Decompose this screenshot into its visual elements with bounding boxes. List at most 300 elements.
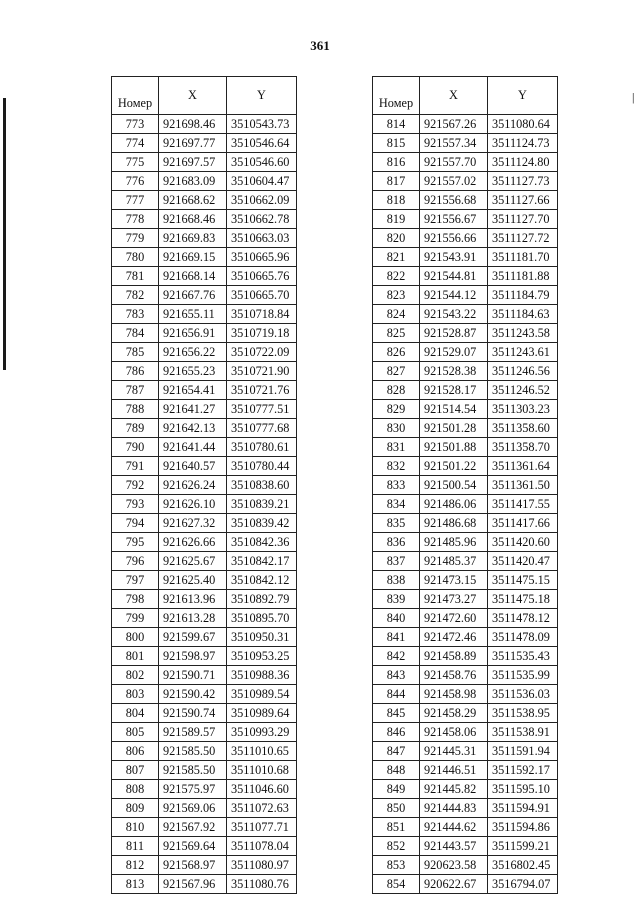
- x-coordinate-cell: 921458.76: [420, 666, 488, 685]
- point-number-cell: 816: [373, 153, 420, 172]
- point-number-cell: 808: [112, 780, 159, 799]
- point-number-cell: 848: [373, 761, 420, 780]
- table-row: [373, 324, 558, 343]
- table-row: [373, 400, 558, 419]
- point-number-cell: 854: [373, 875, 420, 894]
- x-coordinate-cell: 921641.44: [159, 438, 227, 457]
- y-coordinate-cell: 3511478.09: [488, 628, 558, 647]
- y-coordinate-cell: 3511592.17: [488, 761, 558, 780]
- y-coordinate-cell: 3511420.60: [488, 533, 558, 552]
- point-number-cell: 788: [112, 400, 159, 419]
- y-coordinate-cell: 3511243.61: [488, 343, 558, 362]
- x-coordinate-cell: 921501.28: [420, 419, 488, 438]
- table-row: [112, 400, 297, 419]
- x-coordinate-cell: 921625.67: [159, 552, 227, 571]
- x-coordinate-cell: 921543.22: [420, 305, 488, 324]
- point-number-cell: 815: [373, 134, 420, 153]
- x-coordinate-cell: 921640.57: [159, 457, 227, 476]
- y-coordinate-cell: 3510953.25: [227, 647, 297, 666]
- y-coordinate-cell: 3511536.03: [488, 685, 558, 704]
- x-coordinate-cell: 921668.62: [159, 191, 227, 210]
- x-coordinate-cell: 921641.27: [159, 400, 227, 419]
- point-number-cell: 773: [112, 115, 159, 134]
- point-number-cell: 852: [373, 837, 420, 856]
- y-coordinate-cell: 3511080.76: [227, 875, 297, 894]
- table-row: [373, 647, 558, 666]
- y-coordinate-cell: 3510842.36: [227, 533, 297, 552]
- table-row: [373, 343, 558, 362]
- x-coordinate-cell: 921446.51: [420, 761, 488, 780]
- point-number-cell: 820: [373, 229, 420, 248]
- y-coordinate-cell: 3511358.60: [488, 419, 558, 438]
- table-row: [373, 191, 558, 210]
- y-coordinate-cell: 3510543.73: [227, 115, 297, 134]
- point-number-cell: 794: [112, 514, 159, 533]
- point-number-cell: 826: [373, 343, 420, 362]
- x-coordinate-cell: 920622.67: [420, 875, 488, 894]
- table-row: [112, 533, 297, 552]
- point-number-cell: 853: [373, 856, 420, 875]
- point-number-cell: 830: [373, 419, 420, 438]
- y-coordinate-cell: 3511361.64: [488, 457, 558, 476]
- table-row: [373, 571, 558, 590]
- point-number-cell: 823: [373, 286, 420, 305]
- x-coordinate-cell: 921485.37: [420, 552, 488, 571]
- y-coordinate-cell: 3511303.23: [488, 400, 558, 419]
- y-coordinate-cell: 3510721.90: [227, 362, 297, 381]
- x-coordinate-cell: 921528.38: [420, 362, 488, 381]
- x-coordinate-cell: 921544.81: [420, 267, 488, 286]
- x-coordinate-cell: 921473.27: [420, 590, 488, 609]
- table-header-row: [112, 77, 297, 115]
- table-row: [373, 115, 558, 134]
- y-coordinate-cell: 3510662.09: [227, 191, 297, 210]
- y-coordinate-cell: 3511010.68: [227, 761, 297, 780]
- column-header-y: Y: [488, 77, 558, 115]
- y-coordinate-cell: 3511538.95: [488, 704, 558, 723]
- point-number-cell: 844: [373, 685, 420, 704]
- y-coordinate-cell: 3511184.63: [488, 305, 558, 324]
- x-coordinate-cell: 921568.97: [159, 856, 227, 875]
- x-coordinate-cell: 921627.32: [159, 514, 227, 533]
- table-row: [373, 286, 558, 305]
- table-row: [112, 267, 297, 286]
- x-coordinate-cell: 921642.13: [159, 419, 227, 438]
- table-row: [373, 628, 558, 647]
- y-coordinate-cell: 3510719.18: [227, 324, 297, 343]
- table-row: [112, 134, 297, 153]
- point-number-cell: 822: [373, 267, 420, 286]
- x-coordinate-cell: 921683.09: [159, 172, 227, 191]
- point-number-cell: 810: [112, 818, 159, 837]
- x-coordinate-cell: 921528.87: [420, 324, 488, 343]
- x-coordinate-cell: 921599.67: [159, 628, 227, 647]
- table-row: [373, 267, 558, 286]
- point-number-cell: 798: [112, 590, 159, 609]
- y-coordinate-cell: 3511475.18: [488, 590, 558, 609]
- table-row: [112, 818, 297, 837]
- point-number-cell: 824: [373, 305, 420, 324]
- table-row: [112, 248, 297, 267]
- point-number-cell: 832: [373, 457, 420, 476]
- table-row: [112, 666, 297, 685]
- table-row: [112, 495, 297, 514]
- y-coordinate-cell: 3510993.29: [227, 723, 297, 742]
- y-coordinate-cell: 3510777.68: [227, 419, 297, 438]
- table-row: [112, 780, 297, 799]
- x-coordinate-cell: 921626.66: [159, 533, 227, 552]
- y-coordinate-cell: 3511535.43: [488, 647, 558, 666]
- table-row: [373, 818, 558, 837]
- table-row: [373, 495, 558, 514]
- table-row: [112, 419, 297, 438]
- x-coordinate-cell: 921557.02: [420, 172, 488, 191]
- x-coordinate-cell: 921589.57: [159, 723, 227, 742]
- y-coordinate-cell: 3510989.54: [227, 685, 297, 704]
- point-number-cell: 784: [112, 324, 159, 343]
- point-number-cell: 836: [373, 533, 420, 552]
- point-number-cell: 780: [112, 248, 159, 267]
- point-number-cell: 809: [112, 799, 159, 818]
- table-row: [112, 856, 297, 875]
- point-number-cell: 818: [373, 191, 420, 210]
- table-row: [373, 419, 558, 438]
- x-coordinate-cell: 921655.11: [159, 305, 227, 324]
- x-coordinate-cell: 921444.83: [420, 799, 488, 818]
- point-number-cell: 811: [112, 837, 159, 856]
- table-row: [373, 799, 558, 818]
- x-coordinate-cell: 921458.98: [420, 685, 488, 704]
- table-row: [112, 742, 297, 761]
- table-row: [373, 305, 558, 324]
- table-row: [373, 761, 558, 780]
- point-number-cell: 774: [112, 134, 159, 153]
- y-coordinate-cell: 3511591.94: [488, 742, 558, 761]
- point-number-cell: 847: [373, 742, 420, 761]
- table-row: [373, 742, 558, 761]
- point-number-cell: 804: [112, 704, 159, 723]
- point-number-cell: 835: [373, 514, 420, 533]
- page-number: 361: [310, 38, 330, 53]
- x-coordinate-cell: 921626.24: [159, 476, 227, 495]
- point-number-cell: 839: [373, 590, 420, 609]
- coordinates-table-left: [111, 76, 297, 894]
- point-number-cell: 781: [112, 267, 159, 286]
- y-coordinate-cell: 3510989.64: [227, 704, 297, 723]
- x-coordinate-cell: 921501.22: [420, 457, 488, 476]
- table-row: [373, 153, 558, 172]
- y-coordinate-cell: 3510718.84: [227, 305, 297, 324]
- y-coordinate-cell: 3511184.79: [488, 286, 558, 305]
- point-number-cell: 821: [373, 248, 420, 267]
- x-coordinate-cell: 921613.96: [159, 590, 227, 609]
- table-row: [112, 875, 297, 894]
- y-coordinate-cell: 3511124.80: [488, 153, 558, 172]
- x-coordinate-cell: 921485.96: [420, 533, 488, 552]
- y-coordinate-cell: 3511010.65: [227, 742, 297, 761]
- point-number-cell: 837: [373, 552, 420, 571]
- x-coordinate-cell: 921514.54: [420, 400, 488, 419]
- y-coordinate-cell: 3511420.47: [488, 552, 558, 571]
- x-coordinate-cell: 921567.26: [420, 115, 488, 134]
- y-coordinate-cell: 3511594.91: [488, 799, 558, 818]
- x-coordinate-cell: 921655.23: [159, 362, 227, 381]
- y-coordinate-cell: 3510780.61: [227, 438, 297, 457]
- x-coordinate-cell: 921569.64: [159, 837, 227, 856]
- x-coordinate-cell: 921445.31: [420, 742, 488, 761]
- table-row: [112, 704, 297, 723]
- y-coordinate-cell: 3516802.45: [488, 856, 558, 875]
- table-row: [373, 780, 558, 799]
- x-coordinate-cell: 921698.46: [159, 115, 227, 134]
- point-number-cell: 841: [373, 628, 420, 647]
- table-row: [112, 647, 297, 666]
- y-coordinate-cell: 3510988.36: [227, 666, 297, 685]
- table-row: [112, 229, 297, 248]
- point-number-cell: 813: [112, 875, 159, 894]
- point-number-cell: 850: [373, 799, 420, 818]
- point-number-cell: 799: [112, 609, 159, 628]
- y-coordinate-cell: 3511246.56: [488, 362, 558, 381]
- point-number-cell: 842: [373, 647, 420, 666]
- point-number-cell: 825: [373, 324, 420, 343]
- x-coordinate-cell: 921585.50: [159, 742, 227, 761]
- column-header-number: Номер: [112, 77, 159, 115]
- point-number-cell: 789: [112, 419, 159, 438]
- y-coordinate-cell: 3516794.07: [488, 875, 558, 894]
- table-row: [373, 609, 558, 628]
- x-coordinate-cell: 921486.06: [420, 495, 488, 514]
- table-row: [373, 134, 558, 153]
- x-coordinate-cell: 921443.57: [420, 837, 488, 856]
- table-row: [373, 685, 558, 704]
- point-number-cell: 787: [112, 381, 159, 400]
- point-number-cell: 782: [112, 286, 159, 305]
- x-coordinate-cell: 921445.82: [420, 780, 488, 799]
- table-row: [373, 856, 558, 875]
- x-coordinate-cell: 921557.70: [420, 153, 488, 172]
- x-coordinate-cell: 921669.83: [159, 229, 227, 248]
- y-coordinate-cell: 3511417.55: [488, 495, 558, 514]
- table-row: [112, 457, 297, 476]
- table-row: [112, 799, 297, 818]
- x-coordinate-cell: 921557.34: [420, 134, 488, 153]
- point-number-cell: 849: [373, 780, 420, 799]
- point-number-cell: 846: [373, 723, 420, 742]
- y-coordinate-cell: 3511358.70: [488, 438, 558, 457]
- x-coordinate-cell: 921486.68: [420, 514, 488, 533]
- y-coordinate-cell: 3511077.71: [227, 818, 297, 837]
- x-coordinate-cell: 921590.74: [159, 704, 227, 723]
- y-coordinate-cell: 3510722.09: [227, 343, 297, 362]
- y-coordinate-cell: 3511046.60: [227, 780, 297, 799]
- x-coordinate-cell: 921697.57: [159, 153, 227, 172]
- x-coordinate-cell: 921656.22: [159, 343, 227, 362]
- x-coordinate-cell: 921529.07: [420, 343, 488, 362]
- table-row: [373, 723, 558, 742]
- table-row: [373, 229, 558, 248]
- x-coordinate-cell: 921625.40: [159, 571, 227, 590]
- y-coordinate-cell: 3511594.86: [488, 818, 558, 837]
- point-number-cell: 783: [112, 305, 159, 324]
- table-row: [373, 837, 558, 856]
- y-coordinate-cell: 3511127.66: [488, 191, 558, 210]
- y-coordinate-cell: 3511361.50: [488, 476, 558, 495]
- table-row: [112, 305, 297, 324]
- x-coordinate-cell: 921654.41: [159, 381, 227, 400]
- y-coordinate-cell: 3510839.21: [227, 495, 297, 514]
- point-number-cell: 805: [112, 723, 159, 742]
- point-number-cell: 833: [373, 476, 420, 495]
- x-coordinate-cell: 921585.50: [159, 761, 227, 780]
- point-number-cell: 840: [373, 609, 420, 628]
- point-number-cell: 796: [112, 552, 159, 571]
- point-number-cell: 803: [112, 685, 159, 704]
- x-coordinate-cell: 921556.68: [420, 191, 488, 210]
- margin-mark: |: [632, 90, 635, 104]
- table-row: [112, 723, 297, 742]
- y-coordinate-cell: 3510721.76: [227, 381, 297, 400]
- table-row: [112, 115, 297, 134]
- table-row: [112, 343, 297, 362]
- table-row: [373, 476, 558, 495]
- point-number-cell: 786: [112, 362, 159, 381]
- y-coordinate-cell: 3510842.12: [227, 571, 297, 590]
- x-coordinate-cell: 921500.54: [420, 476, 488, 495]
- table-row: [112, 837, 297, 856]
- y-coordinate-cell: 3511127.72: [488, 229, 558, 248]
- y-coordinate-cell: 3510662.78: [227, 210, 297, 229]
- table-row: [373, 457, 558, 476]
- y-coordinate-cell: 3511181.88: [488, 267, 558, 286]
- table-row: [112, 685, 297, 704]
- table-row: [373, 533, 558, 552]
- table-row: [112, 286, 297, 305]
- y-coordinate-cell: 3511181.70: [488, 248, 558, 267]
- x-coordinate-cell: 921472.46: [420, 628, 488, 647]
- table-row: [373, 875, 558, 894]
- y-coordinate-cell: 3510842.17: [227, 552, 297, 571]
- y-coordinate-cell: 3511535.99: [488, 666, 558, 685]
- column-header-y: Y: [227, 77, 297, 115]
- y-coordinate-cell: 3510777.51: [227, 400, 297, 419]
- table-header-row: [373, 77, 558, 115]
- table-row: [112, 628, 297, 647]
- point-number-cell: 814: [373, 115, 420, 134]
- y-coordinate-cell: 3510780.44: [227, 457, 297, 476]
- x-coordinate-cell: 921472.60: [420, 609, 488, 628]
- point-number-cell: 800: [112, 628, 159, 647]
- table-row: [373, 704, 558, 723]
- y-coordinate-cell: 3511595.10: [488, 780, 558, 799]
- point-number-cell: 777: [112, 191, 159, 210]
- y-coordinate-cell: 3510895.70: [227, 609, 297, 628]
- point-number-cell: 828: [373, 381, 420, 400]
- table-row: [112, 590, 297, 609]
- point-number-cell: 791: [112, 457, 159, 476]
- point-number-cell: 795: [112, 533, 159, 552]
- x-coordinate-cell: 921626.10: [159, 495, 227, 514]
- table-row: [373, 590, 558, 609]
- x-coordinate-cell: 921590.71: [159, 666, 227, 685]
- point-number-cell: 843: [373, 666, 420, 685]
- point-number-cell: 790: [112, 438, 159, 457]
- point-number-cell: 851: [373, 818, 420, 837]
- column-header-number: Номер: [373, 77, 420, 115]
- table-row: [373, 552, 558, 571]
- table-row: [112, 571, 297, 590]
- point-number-cell: 834: [373, 495, 420, 514]
- table-body: [373, 115, 558, 894]
- y-coordinate-cell: 3511538.91: [488, 723, 558, 742]
- x-coordinate-cell: 921567.92: [159, 818, 227, 837]
- point-number-cell: 797: [112, 571, 159, 590]
- table-row: [373, 666, 558, 685]
- x-coordinate-cell: 921656.91: [159, 324, 227, 343]
- x-coordinate-cell: 921575.97: [159, 780, 227, 799]
- y-coordinate-cell: 3510665.70: [227, 286, 297, 305]
- table-row: [112, 438, 297, 457]
- coordinates-table-right: [372, 76, 558, 894]
- x-coordinate-cell: 921697.77: [159, 134, 227, 153]
- point-number-cell: 775: [112, 153, 159, 172]
- y-coordinate-cell: 3511243.58: [488, 324, 558, 343]
- point-number-cell: 779: [112, 229, 159, 248]
- x-coordinate-cell: 921458.89: [420, 647, 488, 666]
- point-number-cell: 801: [112, 647, 159, 666]
- point-number-cell: 829: [373, 400, 420, 419]
- point-number-cell: 831: [373, 438, 420, 457]
- y-coordinate-cell: 3511124.73: [488, 134, 558, 153]
- x-coordinate-cell: 921458.06: [420, 723, 488, 742]
- point-number-cell: 778: [112, 210, 159, 229]
- x-coordinate-cell: 921669.15: [159, 248, 227, 267]
- y-coordinate-cell: 3511478.12: [488, 609, 558, 628]
- x-coordinate-cell: 920623.58: [420, 856, 488, 875]
- margin-bar: [3, 98, 6, 370]
- y-coordinate-cell: 3510663.03: [227, 229, 297, 248]
- x-coordinate-cell: 921543.91: [420, 248, 488, 267]
- column-header-x: X: [420, 77, 488, 115]
- point-number-cell: 812: [112, 856, 159, 875]
- point-number-cell: 776: [112, 172, 159, 191]
- x-coordinate-cell: 921567.96: [159, 875, 227, 894]
- point-number-cell: 807: [112, 761, 159, 780]
- table-row: [112, 172, 297, 191]
- table-row: [373, 362, 558, 381]
- x-coordinate-cell: 921473.15: [420, 571, 488, 590]
- y-coordinate-cell: 3510665.96: [227, 248, 297, 267]
- table-row: [373, 210, 558, 229]
- y-coordinate-cell: 3511080.97: [227, 856, 297, 875]
- y-coordinate-cell: 3510892.79: [227, 590, 297, 609]
- point-number-cell: 785: [112, 343, 159, 362]
- x-coordinate-cell: 921556.66: [420, 229, 488, 248]
- point-number-cell: 792: [112, 476, 159, 495]
- x-coordinate-cell: 921667.76: [159, 286, 227, 305]
- x-coordinate-cell: 921668.14: [159, 267, 227, 286]
- y-coordinate-cell: 3510604.47: [227, 172, 297, 191]
- y-coordinate-cell: 3510665.76: [227, 267, 297, 286]
- x-coordinate-cell: 921501.88: [420, 438, 488, 457]
- y-coordinate-cell: 3511127.70: [488, 210, 558, 229]
- table-row: [112, 210, 297, 229]
- y-coordinate-cell: 3510950.31: [227, 628, 297, 647]
- table-row: [112, 761, 297, 780]
- y-coordinate-cell: 3511072.63: [227, 799, 297, 818]
- table-row: [112, 191, 297, 210]
- column-header-x: X: [159, 77, 227, 115]
